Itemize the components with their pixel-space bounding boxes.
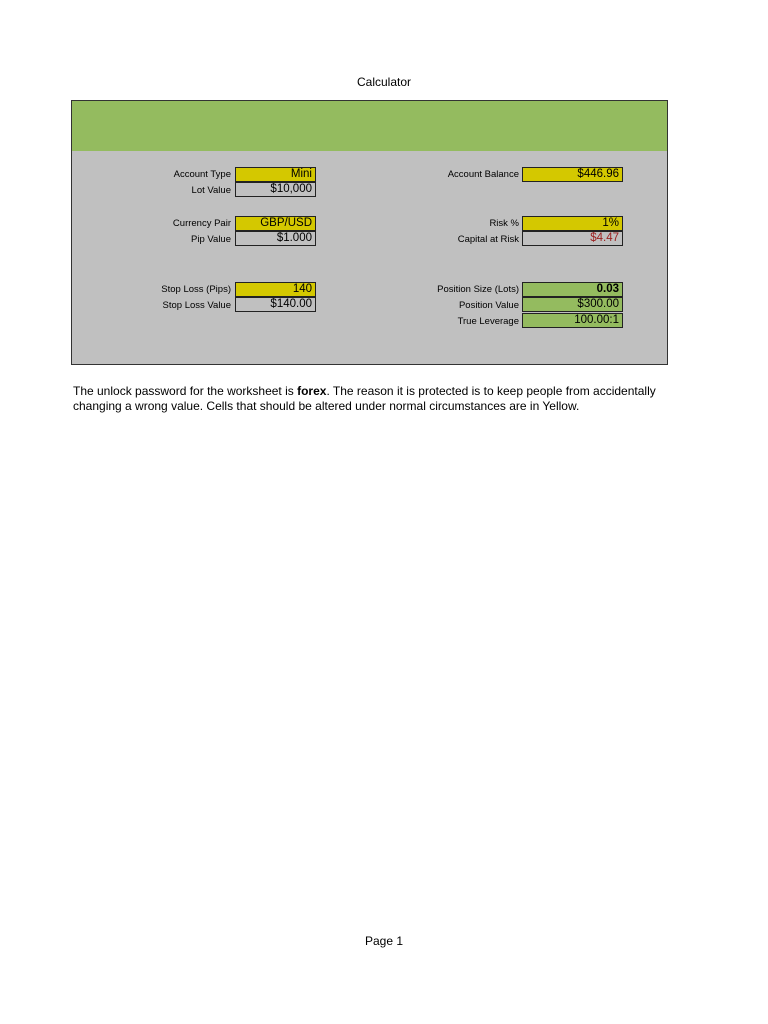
stop-loss-value-label: Stop Loss Value (162, 300, 231, 311)
account-balance-cell[interactable]: $446.96 (522, 167, 623, 182)
currency-pair-label: Currency Pair (172, 218, 231, 229)
position-size-label: Position Size (Lots) (437, 284, 519, 295)
lot-value-label: Lot Value (191, 185, 231, 196)
capital-at-risk-cell: $4.47 (522, 231, 623, 246)
stop-loss-pips-label: Stop Loss (Pips) (161, 284, 231, 295)
note-password: forex (297, 384, 327, 398)
calculator-banner (72, 101, 667, 151)
position-value-label: Position Value (458, 300, 519, 311)
position-size-cell: 0.03 (522, 282, 623, 297)
account-type-cell[interactable]: Mini (235, 167, 316, 182)
note-text-before: The unlock password for the worksheet is (73, 384, 298, 398)
currency-pair-cell[interactable]: GBP/USD (235, 216, 316, 231)
note-text-after: . The reason it is protected is to keep people from accidentally changing a wrong value. Cells that should be altered under normal circumstances are in Yellow. (73, 384, 656, 413)
calculator-panel (71, 100, 668, 365)
lot-value-cell: $10,000 (235, 182, 316, 197)
capital-at-risk-label: Capital at Risk (457, 234, 519, 245)
page-number: Page 1 (364, 934, 404, 948)
stop-loss-pips-cell[interactable]: 140 (235, 282, 316, 297)
position-value-cell: $300.00 (522, 297, 623, 312)
true-leverage-cell: 100.00:1 (522, 313, 623, 328)
pip-value-cell: $1.000 (235, 231, 316, 246)
risk-pct-label: Risk % (489, 218, 519, 229)
true-leverage-label: True Leverage (457, 316, 519, 327)
account-balance-label: Account Balance (447, 169, 519, 180)
risk-pct-cell[interactable]: 1% (522, 216, 623, 231)
instructions-note (73, 384, 663, 413)
pip-value-label: Pip Value (191, 234, 231, 245)
stop-loss-value-cell: $140.00 (235, 297, 316, 312)
account-type-label: Account Type (173, 169, 231, 180)
page-title: Calculator (356, 75, 412, 89)
